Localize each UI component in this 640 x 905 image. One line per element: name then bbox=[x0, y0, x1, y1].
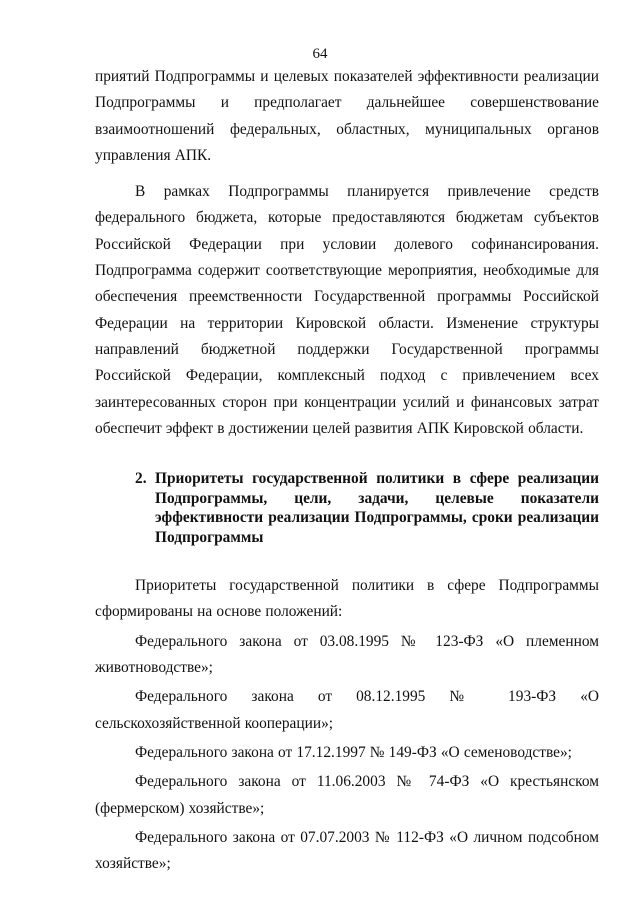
law-item: Федерального закона от 17.12.1997 № 149-ФЗ «О семеноводстве»; bbox=[135, 743, 572, 761]
law-item: Федерального закона от 07.07.2003 № 112-ФЗ «О личном подсобном хозяйстве»; bbox=[95, 828, 599, 873]
law-item: Федерального закона от 11.06.2003 № 74-ФЗ «О крестьянском (фермерском) хозяйстве»; bbox=[95, 773, 599, 817]
paragraph-priorities: Приоритеты государственной политики в сфере Подпрограммы сформированы на основе положений: bbox=[95, 577, 599, 621]
section-heading bbox=[135, 469, 599, 547]
document-body bbox=[95, 64, 599, 877]
paragraph-funding: В рамках Подпрограммы планируется привлечение средств федерального бюджета, которые предоставляются бюджетам субъектов Российской Федерации при условии долевого софинансирования. Подпрограмма содержит соответствующие мероприятия, необходимые для обеспечения преемственности Государственной программы Российской Федерации на территории Кировской области. Изменение структуры направлений бюджетной поддержки Государственной программы Российской Федерации, комплексный подход с привлечением всех заинтересованных сторон при концентрации усилий и финансовых затрат обеспечит эффект в достижении целей развития АПК Кировской области. bbox=[95, 183, 599, 437]
section-number: 2. bbox=[135, 470, 147, 488]
paragraph-intro: приятий Подпрограммы и целевых показателей эффективности реализации Подпрограммы и предполагает дальнейшее совершенствование взаимоотношений федеральных, областных, муниципальных органов управления АПК. bbox=[95, 68, 599, 164]
page-number: 64 bbox=[312, 46, 328, 62]
law-item: Федерального закона от 03.08.1995 № 123-ФЗ «О племенном животноводстве»; bbox=[95, 632, 599, 677]
law-item: Федерального закона от 08.12.1995 № 193-ФЗ «О сельскохозяйственной кооперации»; bbox=[95, 688, 599, 732]
section-title: Приоритеты государственной политики в сфере реализации Подпрограммы, цели, задачи, целевые показатели эффективности реализации Подпрограммы, сроки реализации Подпрограммы bbox=[155, 470, 599, 546]
